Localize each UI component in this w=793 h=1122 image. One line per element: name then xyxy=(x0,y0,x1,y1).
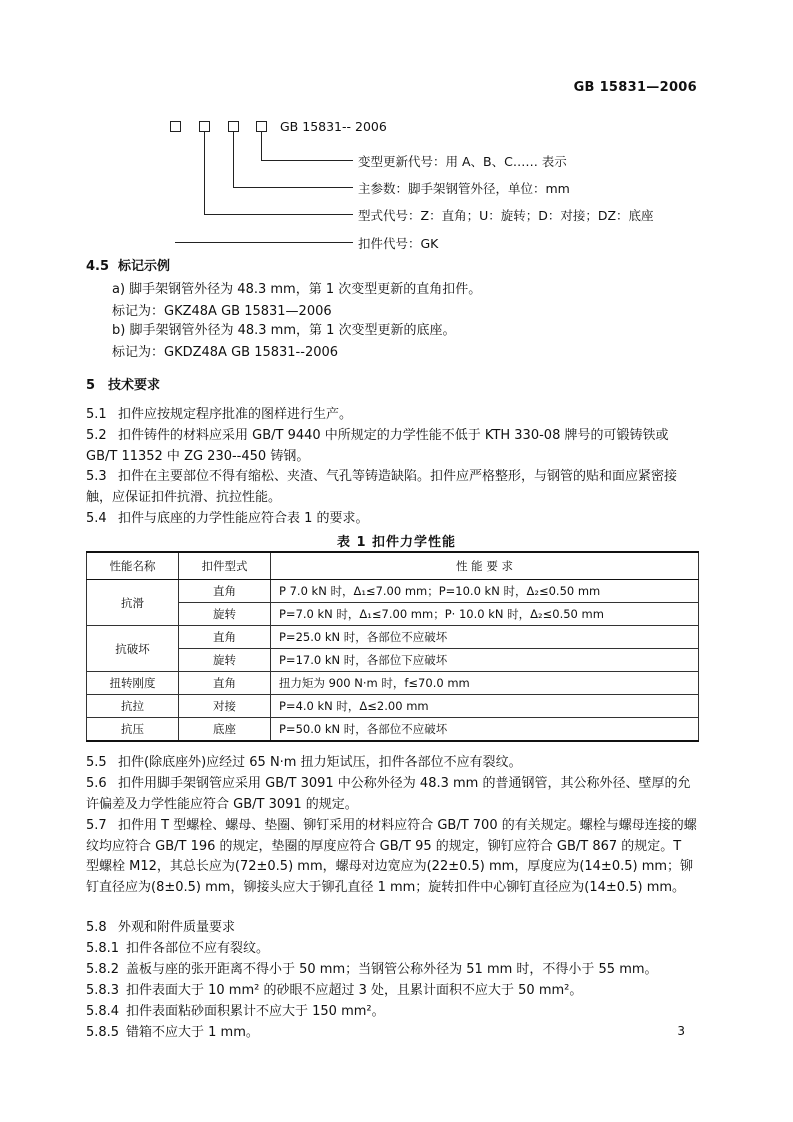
clause-5-2: 5.2 扣件铸件的材料应采用 GB/T 9440 中所规定的力学性能不低于 KTH 330-08 牌号的可锻铸铁或 GB/T 11352 中 ZG 230--450 铸钢。 xyxy=(86,428,669,464)
clause-5-8-2: 5.8.2 盖板与座的张开距离不得小于 50 mm；当钢管公称外径为 51 mm 时，不得小于 55 mm。 xyxy=(86,962,658,977)
table-row xyxy=(87,603,699,626)
diagram-label-type-code: 型式代号：Z：直角；U：旋转；D：对接；DZ：底座 xyxy=(358,208,654,223)
table-row xyxy=(87,672,699,695)
section-4-5-heading: 4.5 标记示例 xyxy=(86,259,171,274)
code-box-1 xyxy=(170,121,181,132)
clause-5-8-4: 5.8.4 扣件表面粘砂面积累计不应大于 150 mm²。 xyxy=(86,1004,385,1019)
clause-5-8-3: 5.8.3 扣件表面大于 10 mm² 的砂眼不应超过 3 处，且累计面积不应大于 50 mm²。 xyxy=(86,983,583,998)
code-box-2 xyxy=(199,121,210,132)
table-cell-requirement: P=50.0 kN 时，各部位不应破坏 xyxy=(271,718,699,742)
diagram-label-main-param: 主参数：脚手架钢管外径，单位：mm xyxy=(358,181,570,196)
table-cell-type: 直角 xyxy=(179,672,271,695)
table-cell-property: 抗破坏 xyxy=(87,626,179,672)
table-cell-property: 抗压 xyxy=(87,718,179,742)
clause-5-1: 5.1 扣件应按规定程序批准的图样进行生产。 xyxy=(86,407,353,422)
clause-5-8-1: 5.8.1 扣件各部位不应有裂纹。 xyxy=(86,941,270,956)
table-row xyxy=(87,580,699,603)
table-cell-type: 直角 xyxy=(179,626,271,649)
table-cell-type: 直角 xyxy=(179,580,271,603)
section-5-heading: 5 技术要求 xyxy=(86,378,161,393)
table-cell-type: 对接 xyxy=(179,695,271,718)
diagram-label-fastener-code: 扣件代号：GK xyxy=(358,236,439,251)
table-cell-requirement: P=4.0 kN 时，Δ≤2.00 mm xyxy=(271,695,699,718)
table-cell-property: 抗拉 xyxy=(87,695,179,718)
table-cell-requirement: 扭力矩为 900 N·m 时，f≤70.0 mm xyxy=(271,672,699,695)
table-cell-property: 扭转刚度 xyxy=(87,672,179,695)
page-number: 3 xyxy=(677,1024,685,1038)
table-cell-requirement: P 7.0 kN 时，Δ₁≤7.00 mm；P=10.0 kN 时，Δ₂≤0.50 mm xyxy=(271,580,699,603)
clause-5-7: 5.7 扣件用 T 型螺栓、螺母、垫圈、铆钉采用的材料应符合 GB/T 700 的有关规定。螺栓与螺母连接的螺纹均应符合 GB/T 196 的规定，垫圈的厚度应符合 GB/T 95 的规定，铆钉应符合 GB/T 867 的规定。T 型螺栓 M12，其总长应为(72±0.5) mm，螺母对边宽应为(22±0.5) mm，厚度应为(14±0.5) mm；铆钉直径应为(8±0.5) mm，铆接头应大于铆孔直径 1 mm；旋转扣件中心铆钉直径应为(14±0.5) mm。 xyxy=(86,818,697,895)
table-header-property: 性能名称 xyxy=(87,552,179,580)
clause-5-5: 5.5 扣件(除底座外)应经过 65 N·m 扭力矩试压，扣件各部位不应有裂纹。 xyxy=(86,755,522,770)
table-cell-requirement: P=25.0 kN 时，各部位不应破坏 xyxy=(271,626,699,649)
marking-example-b: b) 脚手架钢管外径为 48.3 mm，第 1 次变型更新的底座。 xyxy=(112,323,456,338)
mechanical-properties-table xyxy=(86,551,699,742)
table-cell-requirement: P=17.0 kN 时，各部位下应破坏 xyxy=(271,649,699,672)
code-box-3 xyxy=(228,121,239,132)
diagram-label-variant: 变型更新代号：用 A、B、C…… 表示 xyxy=(358,154,567,169)
table-cell-requirement: P=7.0 kN 时，Δ₁≤7.00 mm；P· 10.0 kN 时，Δ₂≤0.50 mm xyxy=(271,603,699,626)
marking-example-a: a) 脚手架钢管外径为 48.3 mm，第 1 次变型更新的直角扣件。 xyxy=(112,282,482,297)
diagram-standard-ref: GB 15831-- 2006 xyxy=(280,119,387,134)
clause-5-8-5: 5.8.5 错箱不应大于 1 mm。 xyxy=(86,1025,259,1040)
table-cell-type: 旋转 xyxy=(179,603,271,626)
table-1-title: 表 1 扣件力学性能 xyxy=(336,535,457,550)
table-row xyxy=(87,695,699,718)
standard-header: GB 15831—2006 xyxy=(573,80,697,95)
table-row xyxy=(87,718,699,742)
table-cell-property: 抗滑 xyxy=(87,580,179,626)
clause-5-3: 5.3 扣件在主要部位不得有缩松、夹渣、气孔等铸造缺陷。扣件应严格整形，与钢管的贴和面应紧密接触，应保证扣件抗滑、抗拉性能。 xyxy=(86,469,678,505)
table-header-requirement: 性 能 要 求 xyxy=(271,552,699,580)
code-box-4 xyxy=(256,121,267,132)
table-cell-type: 底座 xyxy=(179,718,271,742)
table-cell-type: 旋转 xyxy=(179,649,271,672)
clause-5-6: 5.6 扣件用脚手架钢管应采用 GB/T 3091 中公称外径为 48.3 mm 的普通钢管，其公称外径、壁厚的允许偏差及力学性能应符合 GB/T 3091 的规定。 xyxy=(86,776,691,812)
table-header-type: 扣件型式 xyxy=(179,552,271,580)
table-row xyxy=(87,649,699,672)
marking-b: 标记为：GKDZ48A GB 15831--2006 xyxy=(112,345,339,360)
clause-5-8: 5.8 外观和附件质量要求 xyxy=(86,920,236,935)
marking-a: 标记为：GKZ48A GB 15831—2006 xyxy=(112,304,332,319)
table-row xyxy=(87,626,699,649)
clause-5-4: 5.4 扣件与底座的力学性能应符合表 1 的要求。 xyxy=(86,511,369,526)
